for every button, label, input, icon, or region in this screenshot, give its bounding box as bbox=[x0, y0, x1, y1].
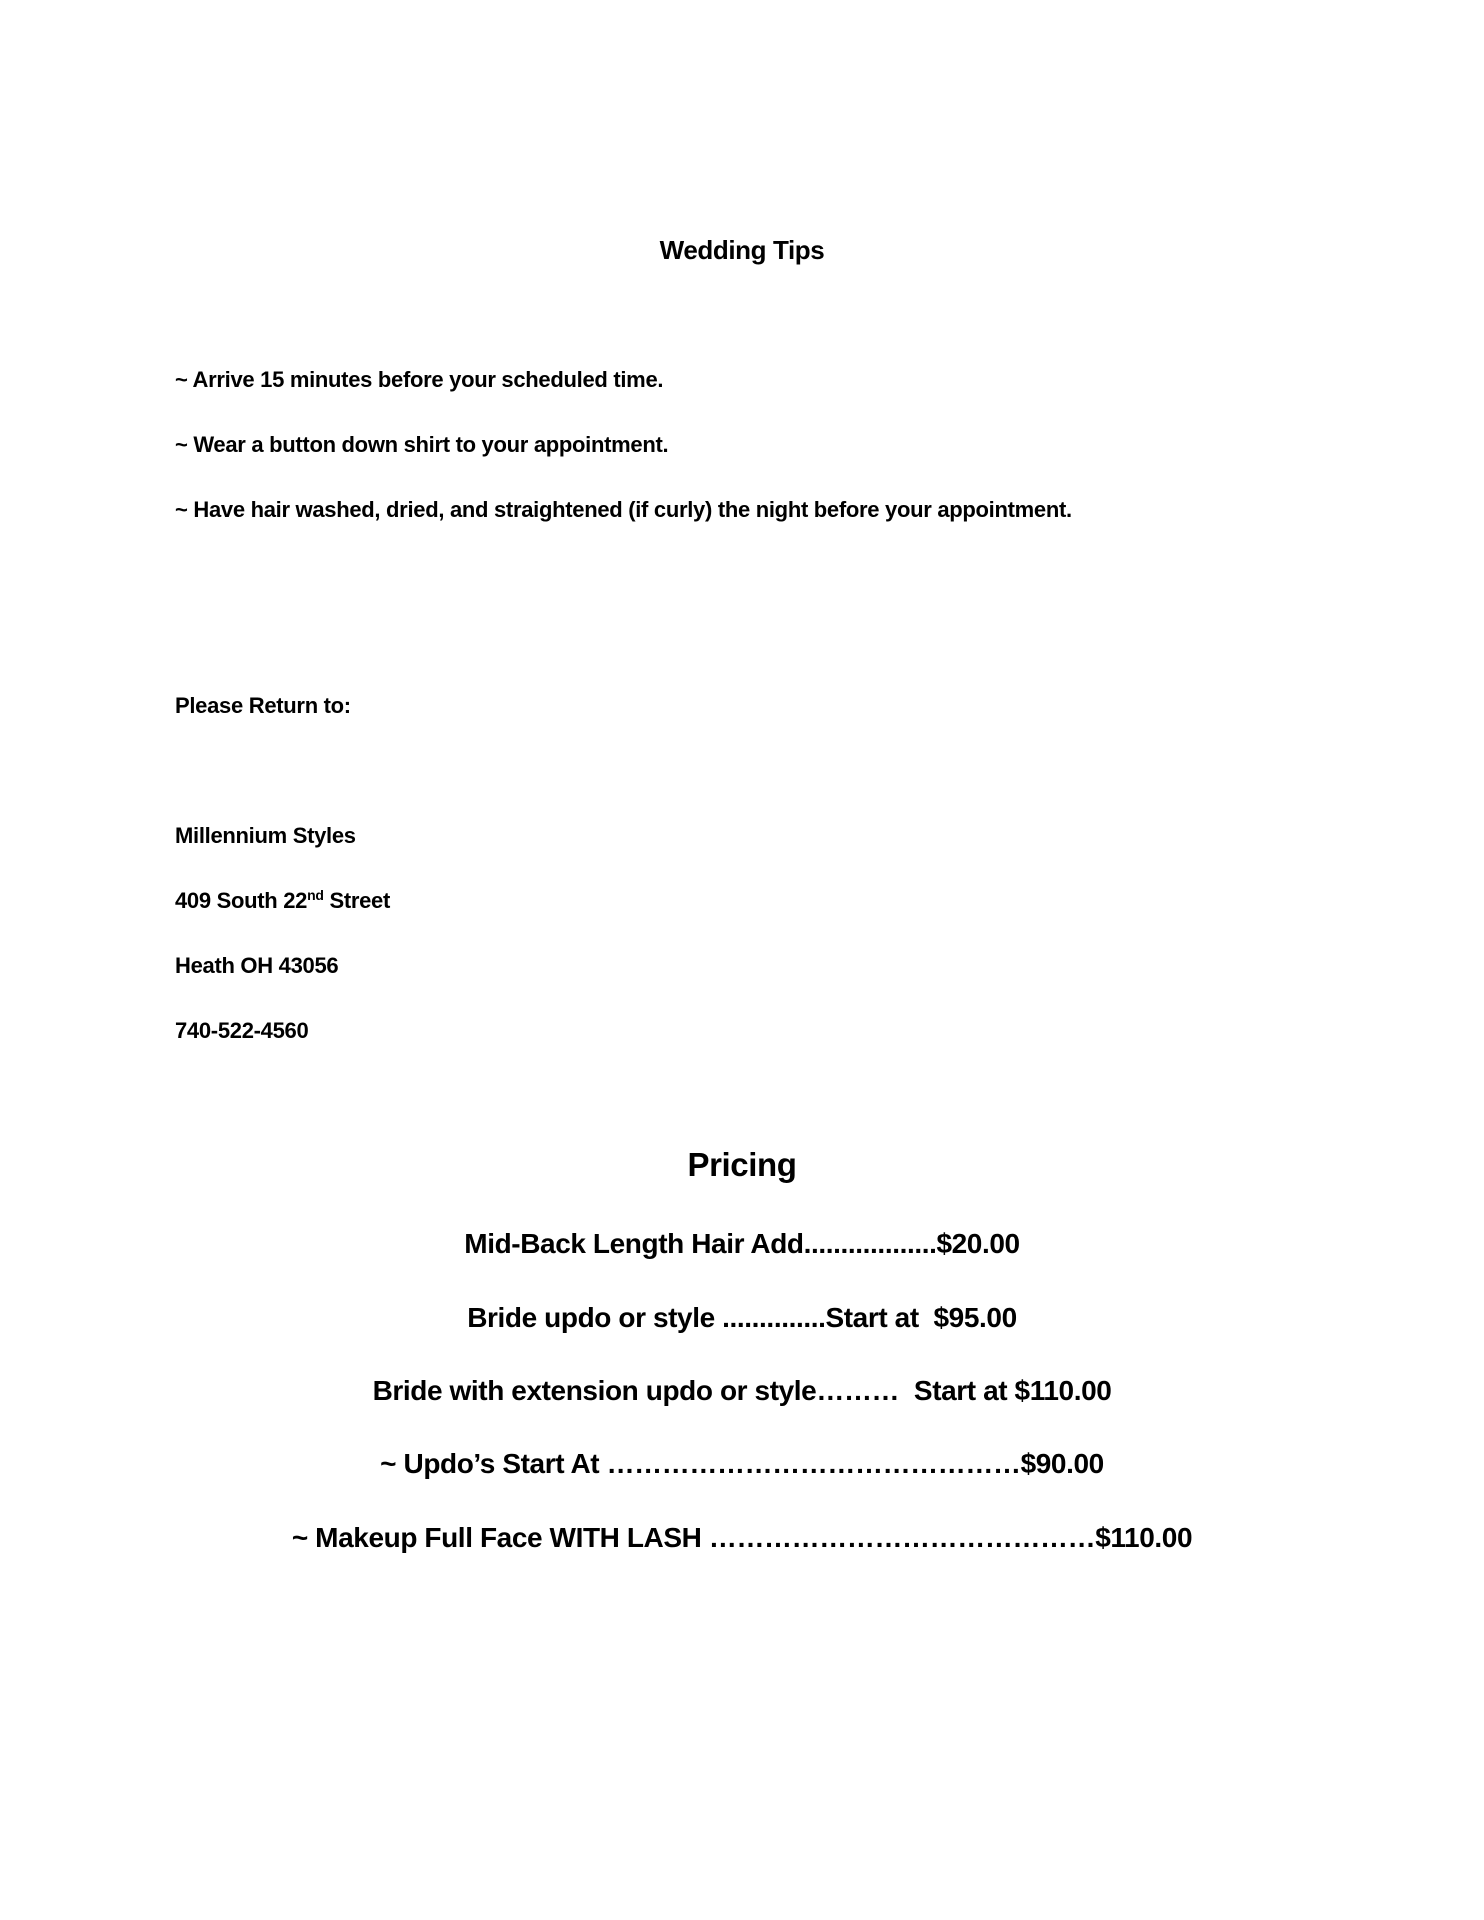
tip-item: ~ Arrive 15 minutes before your scheduled time. bbox=[175, 367, 664, 392]
phone-number: 740-522-4560 bbox=[175, 1018, 309, 1043]
price-item: ~ Updo’s Start At ………………………………………$90.00 bbox=[380, 1448, 1104, 1479]
pricing-title: Pricing bbox=[687, 1146, 797, 1183]
price-item: ~ Makeup Full Face WITH LASH ……………………………………$110.00 bbox=[291, 1522, 1193, 1553]
price-item: Bride with extension updo or style……… Start at $110.00 bbox=[372, 1375, 1112, 1406]
street-ordinal: nd bbox=[307, 887, 324, 903]
price-item: Bride updo or style ..............Start at $95.00 bbox=[467, 1302, 1017, 1333]
price-item: Mid-Back Length Hair Add..................$20.00 bbox=[464, 1228, 1020, 1259]
tip-item: ~ Have hair washed, dried, and straightened (if curly) the night before your appointment. bbox=[175, 497, 1072, 522]
street-suffix: Street bbox=[323, 888, 391, 913]
street-prefix: 409 South 22 bbox=[175, 888, 308, 913]
wedding-tips-title: Wedding Tips bbox=[659, 235, 825, 265]
return-label: Please Return to: bbox=[175, 693, 351, 718]
tip-item: ~ Wear a button down shirt to your appointment. bbox=[175, 432, 669, 457]
business-name: Millennium Styles bbox=[175, 823, 356, 848]
city-state-zip: Heath OH 43056 bbox=[175, 953, 339, 978]
street-address bbox=[175, 888, 390, 914]
